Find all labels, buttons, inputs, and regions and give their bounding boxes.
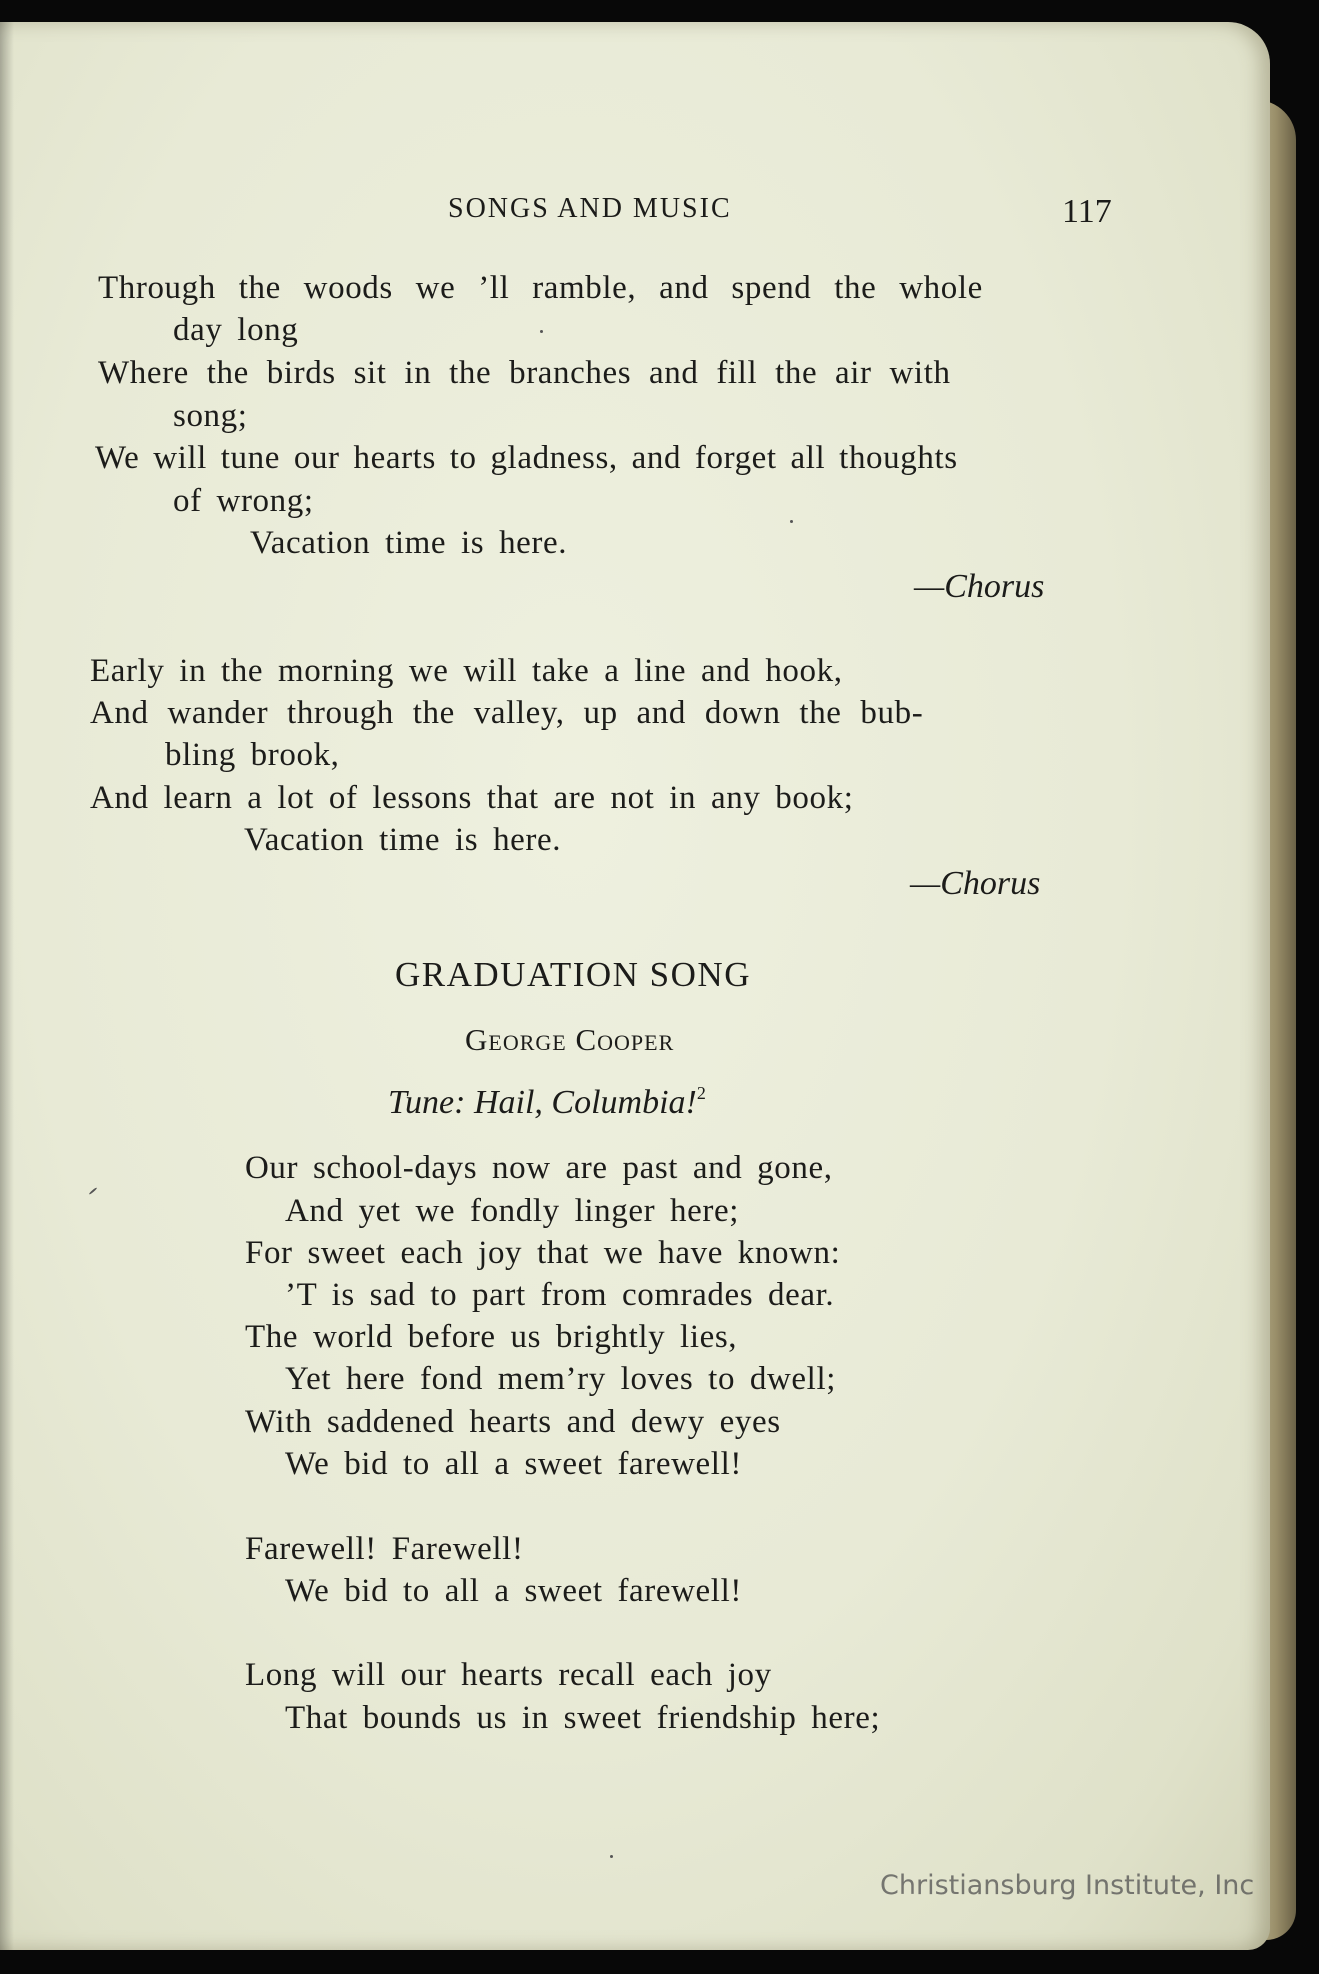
paper-speck [610, 1855, 613, 1858]
stanza1-line-7: Vacation time is here. [250, 525, 568, 561]
gutter-shadow [0, 22, 14, 1950]
running-head: SONGS AND MUSIC [448, 193, 732, 224]
paper-speck [790, 520, 793, 523]
stanza2-line-3: bling brook, [165, 737, 340, 773]
song-title: GRADUATION SONG [395, 955, 751, 994]
song-tune-text: Tune: Hail, Columbia! [388, 1084, 697, 1121]
song-verse1-line-4: ’T is sad to part from comrades dear. [285, 1277, 835, 1313]
song-verse2-line-2: That bounds us in sweet friendship here; [285, 1700, 881, 1736]
stanza2-line-5: Vacation time is here. [244, 822, 562, 858]
song-verse1-line-3: For sweet each joy that we have known: [245, 1235, 841, 1271]
stanza2-chorus: —Chorus [910, 865, 1041, 902]
song-refrain-line-1: Farewell! Farewell! [245, 1531, 524, 1567]
song-verse1-line-2: And yet we fondly linger here; [285, 1193, 739, 1229]
page-number: 117 [1062, 193, 1112, 230]
stanza1-line-1 [98, 270, 1118, 307]
song-verse1-line-5: The world before us brightly lies, [245, 1319, 738, 1355]
song-verse1-line-1: Our school-days now are past and gone, [245, 1150, 833, 1186]
song-author: George Cooper [465, 1022, 675, 1057]
song-verse1-line-6: Yet here fond mem’ry loves to dwell; [285, 1361, 836, 1397]
paper-speck [540, 330, 543, 333]
stanza1-line-5: We will tune our hearts to gladness, and forget all thoughts [95, 440, 958, 476]
stanza1-chorus: —Chorus [914, 568, 1045, 605]
stanza1-line-3: Where the birds sit in the branches and fill the air with [98, 355, 951, 391]
watermark: Christiansburg Institute, Inc [880, 1870, 1255, 1901]
stanza1-line-6: of wrong; [173, 483, 314, 519]
song-tune [388, 1083, 706, 1122]
song-verse2-line-1: Long will our hearts recall each joy [245, 1657, 772, 1693]
song-verse1-line-8: We bid to all a sweet farewell! [285, 1446, 742, 1482]
tune-footnote-marker: 2 [696, 1083, 706, 1103]
stanza2-line-4: And learn a lot of lessons that are not in any book; [90, 780, 854, 816]
stanza1-line-4: song; [173, 398, 248, 434]
stanza1-line-1-text: Through the woods we ’ll ramble, and spend the whole [98, 270, 983, 306]
stanza2-line-2: And wander through the valley, up and down the bub- [90, 695, 924, 731]
stanza1-line-2: day long [173, 312, 299, 348]
song-refrain-line-2: We bid to all a sweet farewell! [285, 1573, 742, 1609]
song-verse1-line-7: With saddened hearts and dewy eyes [245, 1404, 781, 1440]
stanza2-line-1: Early in the morning we will take a line and hook, [90, 653, 843, 689]
